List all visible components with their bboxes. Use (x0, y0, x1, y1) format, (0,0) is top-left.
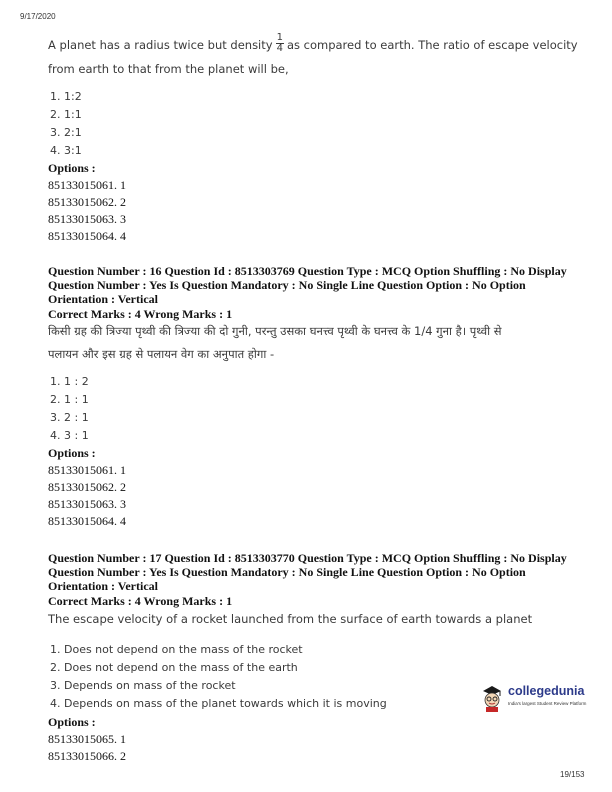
option-id: 85133015063. 3 (48, 212, 126, 226)
fraction-denominator: 4 (276, 43, 283, 54)
option-id: 85133015062. 2 (48, 480, 126, 494)
option-id: 85133015064. 4 (48, 229, 126, 243)
option-item: 1. 1 : 2 (50, 375, 89, 388)
option-item: 1. 1:2 (50, 90, 82, 103)
question-16-meta: Orientation : Vertical (48, 292, 158, 306)
options-label: Options : (48, 161, 96, 175)
question-17-text: The escape velocity of a rocket launched from the surface of earth towards a planet (48, 612, 533, 626)
collegedunia-logo (478, 680, 587, 716)
page-number: 19/153 (560, 770, 585, 779)
option-item: 3. Depends on mass of the rocket (50, 679, 236, 692)
option-item: 4. Depends on mass of the planet towards which it is moving (50, 697, 387, 710)
option-id: 85133015063. 3 (48, 497, 126, 511)
question-16-meta: Question Number : 16 Question Id : 8513303769 Question Type : MCQ Option Shuffling : No Display (48, 264, 567, 278)
question-15-text (48, 32, 578, 56)
fraction (276, 33, 284, 54)
option-item: 3. 2 : 1 (50, 411, 89, 424)
option-item: 2. 1:1 (50, 108, 82, 121)
option-item: 4. 3 : 1 (50, 429, 89, 442)
question-17-meta: Question Number : Yes Is Question Mandatory : No Single Line Question Option : No Option (48, 565, 526, 579)
mascot-icon (478, 682, 506, 712)
option-id: 85133015066. 2 (48, 749, 126, 763)
logo-tagline: India's largest Student Review Platform (508, 701, 587, 706)
options-label: Options : (48, 446, 96, 460)
option-item: 2. Does not depend on the mass of the earth (50, 661, 298, 674)
option-id: 85133015061. 1 (48, 178, 126, 192)
question-17-meta: Orientation : Vertical (48, 579, 158, 593)
question-15-text-part: as compared to earth. The ratio of escape velocity (286, 38, 578, 52)
option-id: 85133015061. 1 (48, 463, 126, 477)
option-item: 1. Does not depend on the mass of the rocket (50, 643, 303, 656)
question-16-marks: Correct Marks : 4 Wrong Marks : 1 (48, 307, 233, 321)
question-16-text-line2: पलायन और इस ग्रह से पलायन वेग का अनुपात होगा - (48, 347, 275, 361)
logo-wordmark: collegedunia (508, 684, 585, 698)
option-id: 85133015064. 4 (48, 514, 126, 528)
option-id: 85133015062. 2 (48, 195, 126, 209)
option-item: 2. 1 : 1 (50, 393, 89, 406)
question-16-meta: Question Number : Yes Is Question Mandatory : No Single Line Question Option : No Option (48, 278, 526, 292)
fraction-numerator: 1 (276, 32, 283, 43)
question-15-text-part: A planet has a radius twice but density (48, 38, 273, 52)
option-item: 4. 3:1 (50, 144, 82, 157)
question-17-marks: Correct Marks : 4 Wrong Marks : 1 (48, 594, 233, 608)
option-item: 3. 2:1 (50, 126, 82, 139)
question-17-meta: Question Number : 17 Question Id : 8513303770 Question Type : MCQ Option Shuffling : No Display (48, 551, 567, 565)
options-label: Options : (48, 715, 96, 729)
question-15-text-line2: from earth to that from the planet will be, (48, 62, 289, 76)
question-16-text: किसी ग्रह की त्रिज्या पृथ्वी की त्रिज्या की दो गुनी, परन्तु उसका घनत्त्व पृथ्वी के घनत्त्व के 1/4 गुना है। पृथ्वी से (48, 324, 502, 338)
print-date: 9/17/2020 (20, 12, 56, 21)
option-id: 85133015065. 1 (48, 732, 126, 746)
